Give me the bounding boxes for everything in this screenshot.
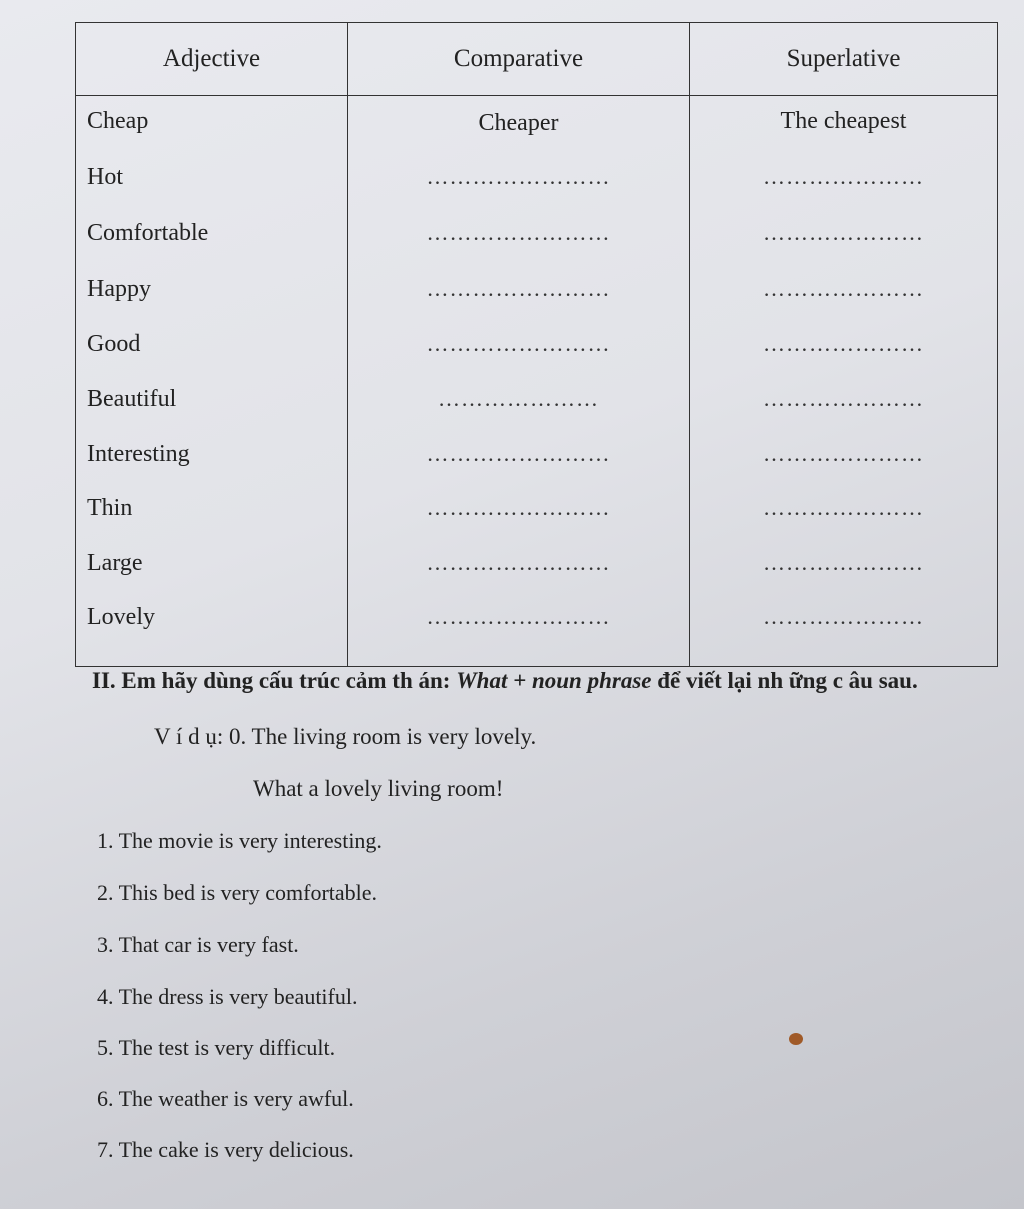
example-sentence: V í d ụ: 0. The living room is very lovely. <box>154 724 537 749</box>
superlative-cell: The cheapest <box>780 108 907 134</box>
adjective-cell: Good <box>87 331 141 357</box>
superlative-column <box>690 96 998 667</box>
superlative-blank: ………………… <box>763 164 924 189</box>
exercise-sentence-3: 3. That car is very fast. <box>97 932 299 957</box>
superlative-blank: ………………… <box>763 550 924 575</box>
comparative-blank: …………………… <box>426 276 611 301</box>
heading-suffix: để viết lại nh ững c âu sau. <box>651 668 918 693</box>
adjective-cell: Large <box>87 550 143 576</box>
heading-formula: What + noun phrase <box>456 668 652 693</box>
comparative-blank: …………………… <box>426 220 611 245</box>
adjective-cell: Hot <box>87 164 123 190</box>
adjective-cell: Lovely <box>87 604 155 630</box>
heading-prefix: II. Em hãy dùng cấu trúc cảm th án: <box>92 668 457 693</box>
exercise-sentence-4: 4. The dress is very beautiful. <box>97 984 358 1009</box>
comparative-blank: …………………… <box>426 164 611 189</box>
exercise-sentence-7: 7. The cake is very delicious. <box>97 1137 354 1162</box>
header-comparative: Comparative <box>348 23 690 96</box>
adjective-column <box>76 96 348 667</box>
adjective-cell: Thin <box>87 495 133 521</box>
comparative-blank: ………………… <box>438 386 599 411</box>
superlative-blank: ………………… <box>763 604 924 629</box>
adjective-table <box>75 22 998 667</box>
superlative-blank: ………………… <box>763 331 924 356</box>
example-answer: What a lovely living room! <box>253 776 504 801</box>
comparative-blank: …………………… <box>426 441 611 466</box>
table-header-row <box>76 23 998 96</box>
comparative-blank: …………………… <box>426 604 611 629</box>
superlative-blank: ………………… <box>763 495 924 520</box>
header-adjective: Adjective <box>76 23 348 96</box>
superlative-blank: ………………… <box>763 441 924 466</box>
exercise-sentence-2: 2. This bed is very comfortable. <box>97 880 378 905</box>
adjective-cell: Interesting <box>87 441 190 467</box>
adjective-cell: Cheap <box>87 108 149 134</box>
adjective-cell: Comfortable <box>87 220 209 246</box>
exercise-sentence-1: 1. The movie is very interesting. <box>97 828 382 853</box>
superlative-blank: ………………… <box>763 276 924 301</box>
superlative-blank: ………………… <box>763 386 924 411</box>
paper-stain <box>789 1033 803 1045</box>
adjective-cell: Happy <box>87 276 151 302</box>
comparative-blank: …………………… <box>426 331 611 356</box>
superlative-blank: ………………… <box>763 220 924 245</box>
adjective-cell: Beautiful <box>87 386 177 412</box>
comparative-blank: …………………… <box>426 495 611 520</box>
exercise-sentence-6: 6. The weather is very awful. <box>97 1086 354 1111</box>
comparative-blank: …………………… <box>426 550 611 575</box>
exercise-sentence-5: 5. The test is very difficult. <box>97 1035 336 1060</box>
header-superlative: Superlative <box>690 23 998 96</box>
section-2-heading <box>92 668 918 694</box>
comparative-column <box>348 96 690 667</box>
comparative-cell: Cheaper <box>478 110 559 136</box>
table-body-row <box>76 96 998 667</box>
